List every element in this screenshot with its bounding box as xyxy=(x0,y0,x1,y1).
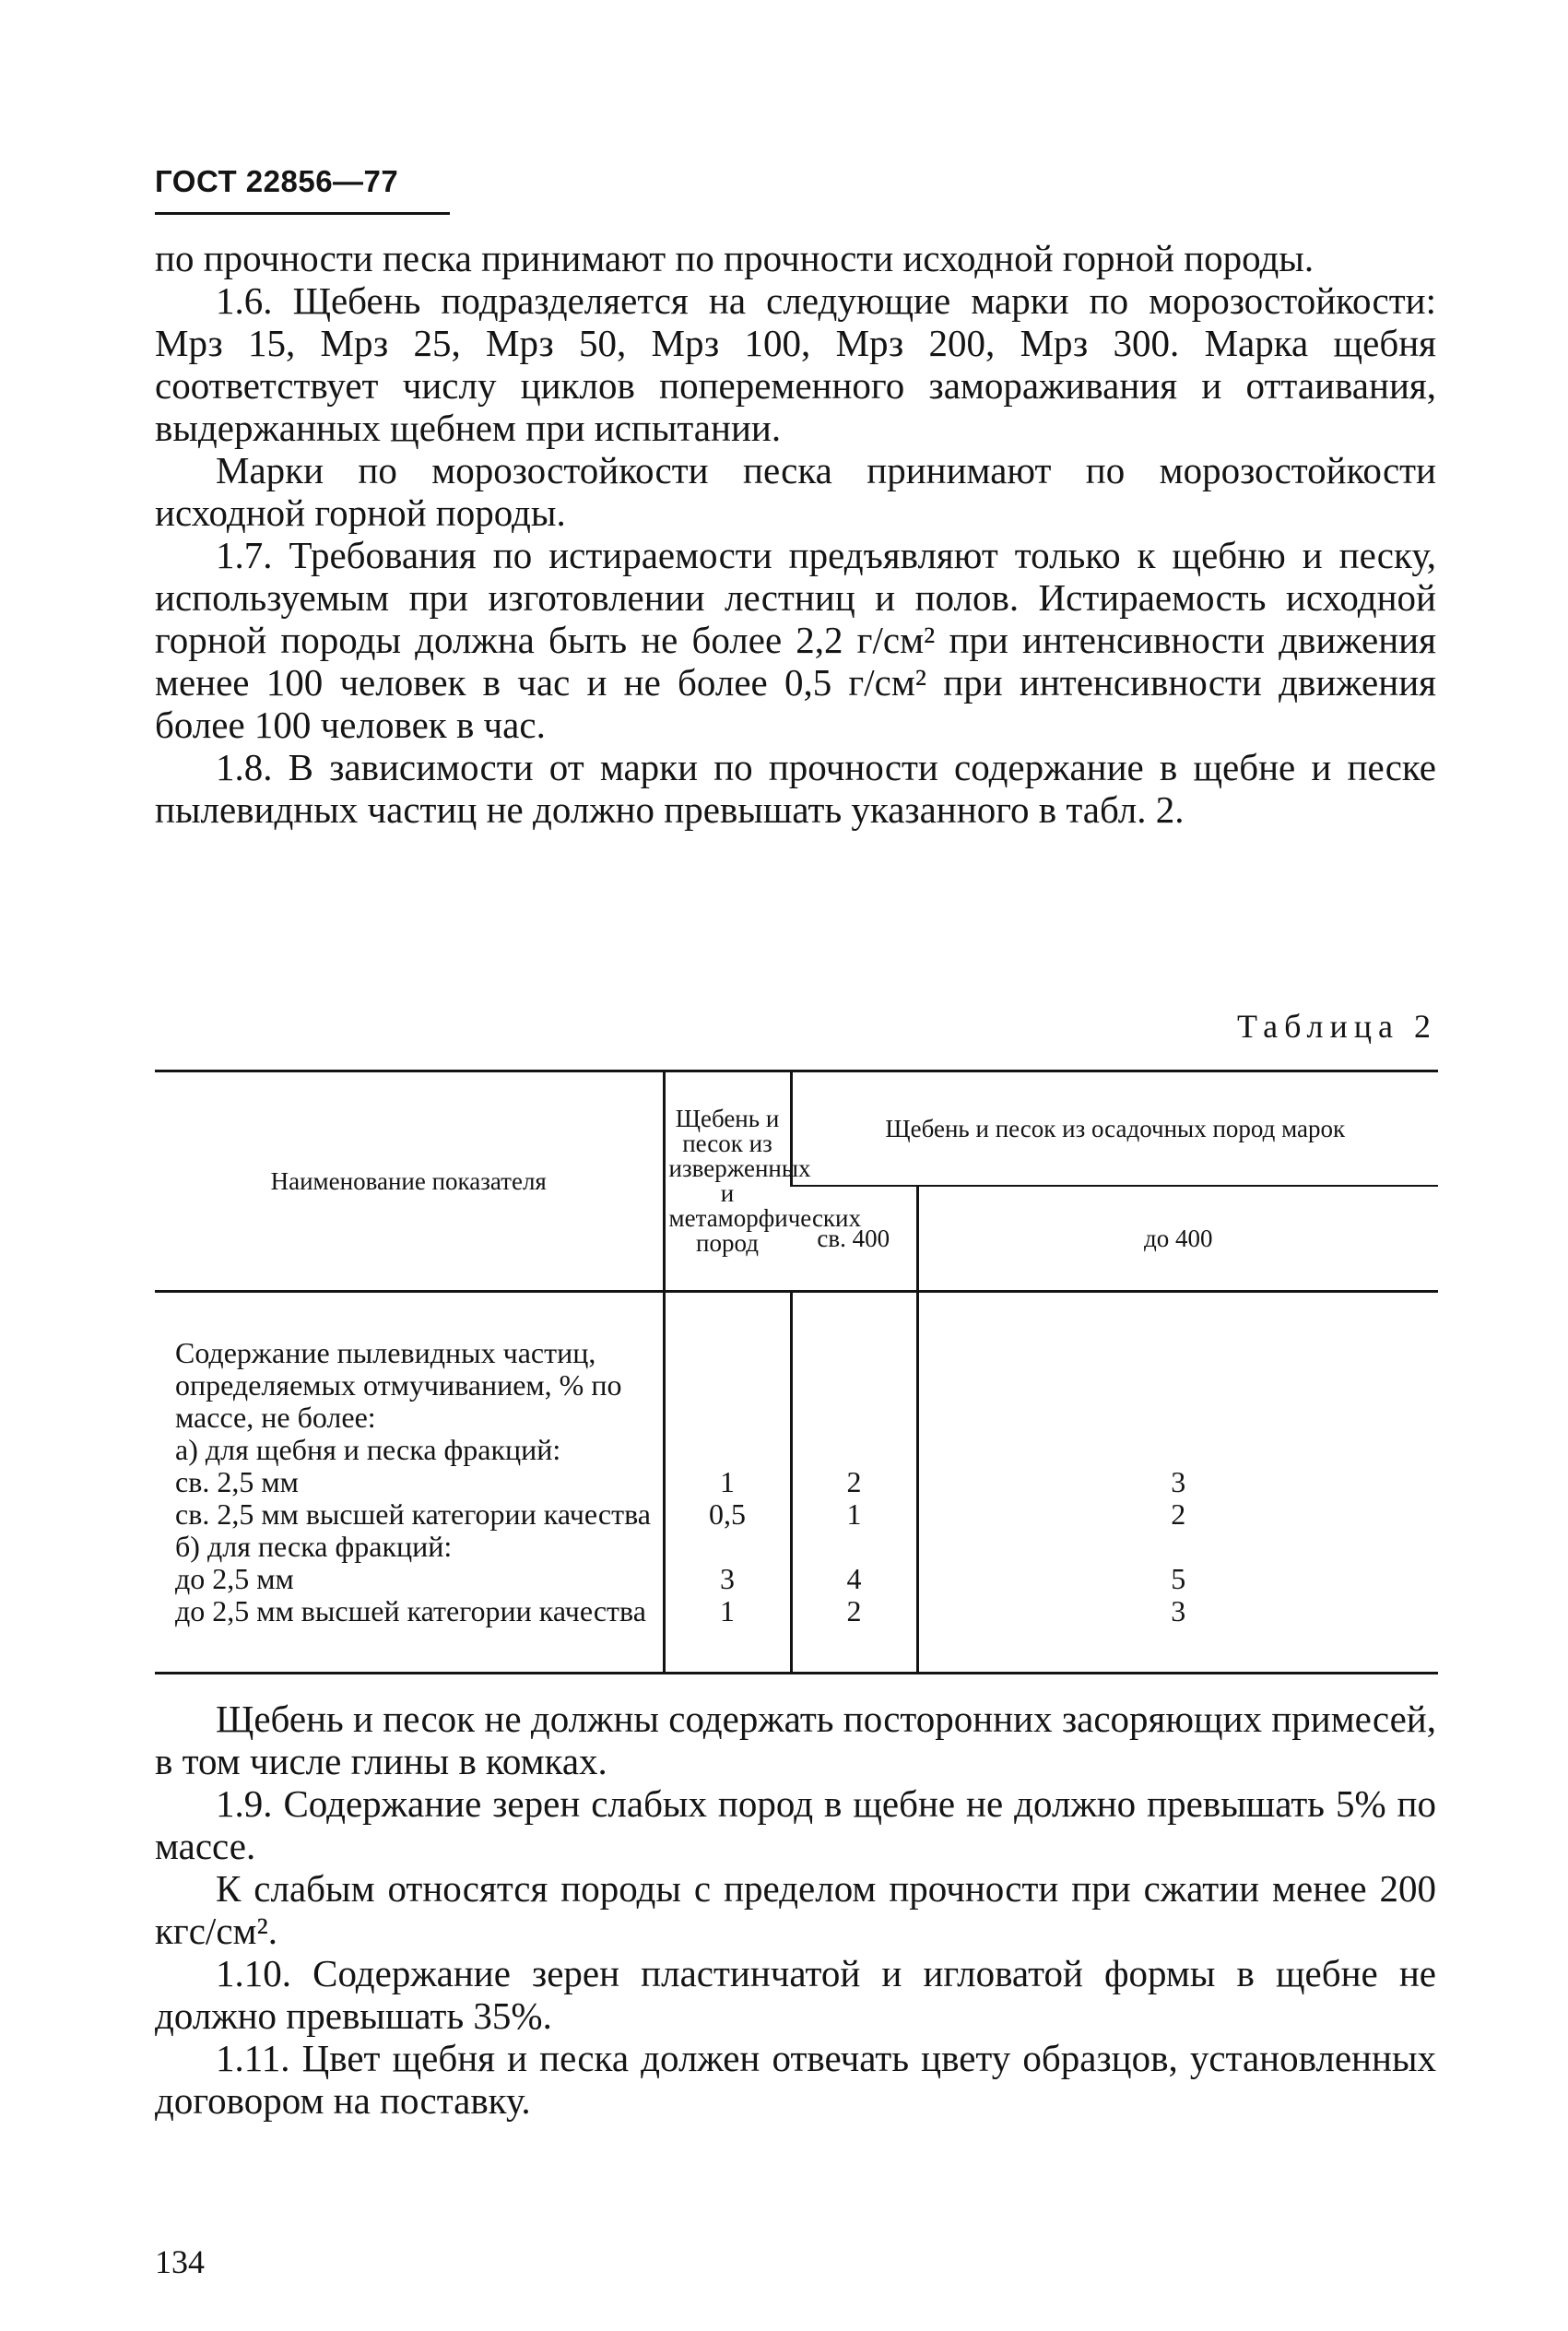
paragraph: 1.6. Щебень подразделяется на следующие марки по морозостойкости: Мрз 15, Мрз 25, Мрз 50, Мрз 100, Мрз 200, Мрз 300. Марка щебня соответствует числу циклов попеременного замораживания и оттаивания, выдержанных щебнем при испытании. xyxy=(155,279,1436,449)
value: 1 xyxy=(720,1594,735,1627)
name-line: а) для щебня и песка фракций: xyxy=(175,1433,561,1466)
table-2 xyxy=(155,1070,1438,1674)
value: 1 xyxy=(720,1465,735,1498)
name-line: св. 2,5 мм xyxy=(175,1465,299,1498)
value: 3 xyxy=(720,1562,735,1595)
value: 1 xyxy=(846,1497,862,1531)
document-header: ГОСТ 22856—77 xyxy=(155,164,450,215)
table-row xyxy=(155,1292,1438,1674)
value: 2 xyxy=(846,1465,862,1498)
paragraph: Марки по морозостойкости песка принимают по морозостойкости исходной горной породы. xyxy=(155,449,1436,534)
paragraph: 1.11. Цвет щебня и песка должен отвечать цвету образцов, установленных договором на поставку. xyxy=(155,2037,1436,2122)
paragraph: Щебень и песок не должны содержать посторонних засоряющих примесей, в том числе глины в комках. xyxy=(155,1698,1436,1782)
header-up-to-400: до 400 xyxy=(917,1186,1438,1292)
header-name: Наименование показателя xyxy=(155,1071,664,1292)
paragraph: 1.10. Содержание зерен пластинчатой и игловатой формы в щебне не должно превышать 35%. xyxy=(155,1952,1436,2037)
value: 2 xyxy=(846,1594,862,1627)
value: 0,5 xyxy=(709,1497,746,1531)
paragraph: 1.7. Требования по истираемости предъявляют только к щебню и песку, используемым при изготовлении лестниц и полов. Истираемость исходной горной породы должна быть не более 2,2 г/см² при интенсивности движения менее 100 человек в час и не более 0,5 г/см² при интенсивности движения более 100 человек в час. xyxy=(155,534,1436,746)
paragraph: 1.9. Содержание зерен слабых пород в щебне не должно превышать 5% по массе. xyxy=(155,1782,1436,1867)
header-igneous: Щебень и песок из изверженных и метаморфических пород xyxy=(664,1071,791,1292)
name-line: до 2,5 мм высшей категории качества xyxy=(175,1594,646,1627)
table-caption: Таблица 2 xyxy=(1237,1008,1437,1045)
value: 5 xyxy=(1171,1562,1186,1595)
dust-content-table xyxy=(155,1070,1438,1674)
igneous-values-cell xyxy=(664,1292,791,1674)
paragraph: К слабым относятся породы с пределом прочности при сжатии менее 200 кгс/см². xyxy=(155,1867,1436,1952)
name-line: св. 2,5 мм высшей категории качества xyxy=(175,1497,651,1531)
header-sedimentary: Щебень и песок из осадочных пород марок xyxy=(791,1071,1438,1187)
paragraph: 1.8. В зависимости от марки по прочности содержание в щебне и песке пылевидных частиц не должно превышать указанного в табл. 2. xyxy=(155,746,1436,831)
page-number: 134 xyxy=(155,2243,205,2280)
value: 2 xyxy=(1171,1497,1186,1531)
over-400-values-cell xyxy=(791,1292,917,1674)
header-over-400: св. 400 xyxy=(791,1186,917,1292)
text-section-bottom xyxy=(155,1698,1436,2122)
paragraph: по прочности песка принимают по прочности исходной горной породы. xyxy=(155,237,1315,279)
value: 3 xyxy=(1171,1465,1186,1498)
value: 3 xyxy=(1171,1594,1186,1627)
indicator-name-cell xyxy=(155,1292,664,1674)
value: 4 xyxy=(846,1562,862,1595)
text-section-top xyxy=(155,237,1436,831)
name-line: до 2,5 мм xyxy=(175,1562,294,1595)
up-to-400-values-cell xyxy=(917,1292,1438,1674)
name-line: Содержание пылевидных частиц, определяемых отмучиванием, % по массе, не более: xyxy=(175,1336,622,1434)
name-line: б) для песка фракций: xyxy=(175,1530,453,1563)
